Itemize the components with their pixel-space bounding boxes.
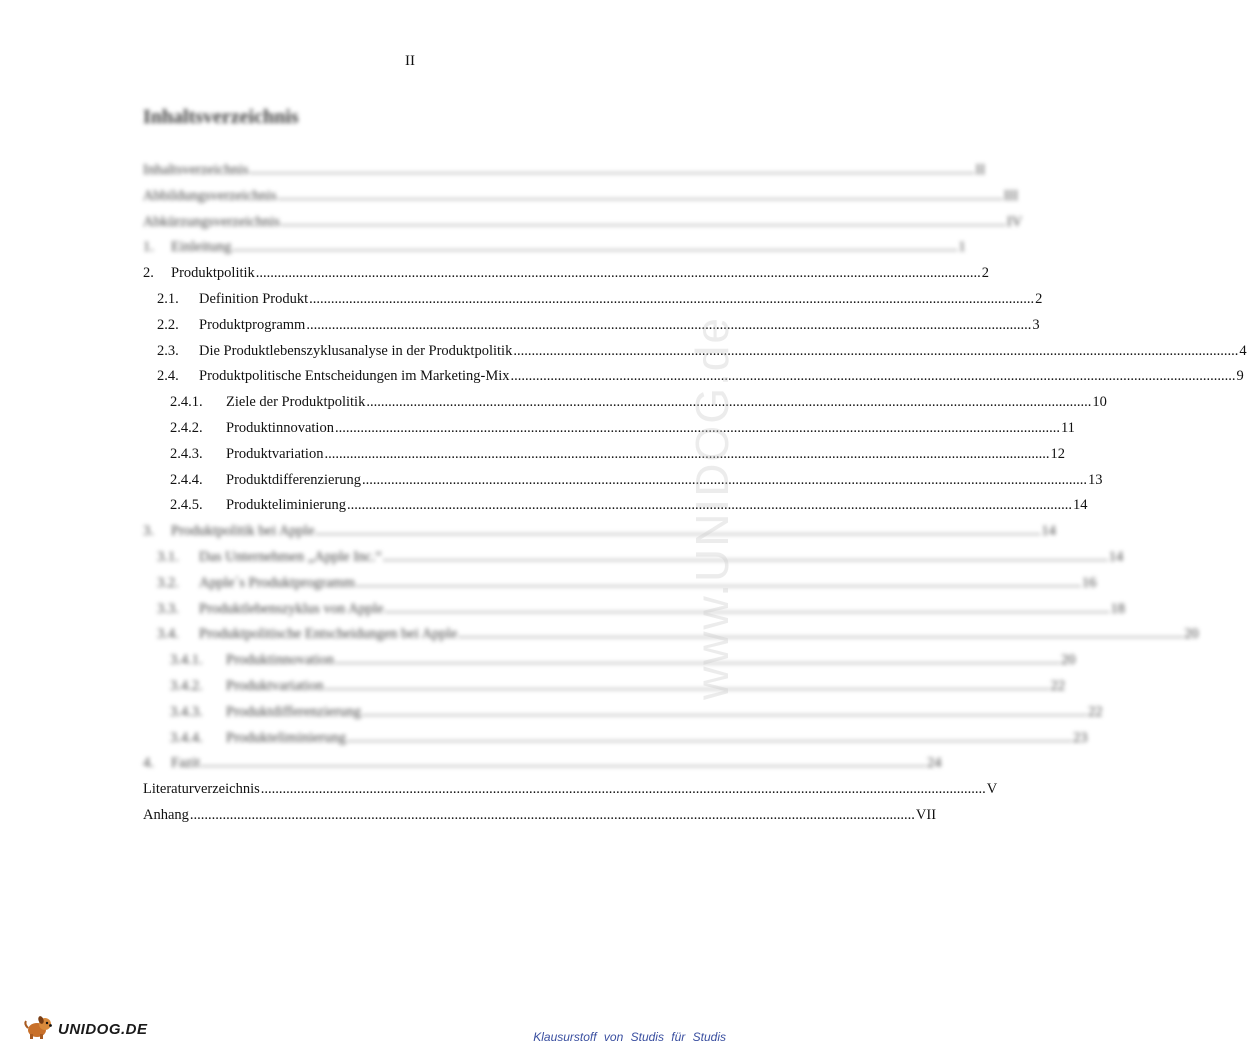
toc-entry[interactable] (170, 700, 1103, 724)
toc-dot-leader: ........................................................................................................................................................................................................ (382, 549, 1108, 565)
toc-dot-leader: ........................................................................................................................................................................................................ (510, 368, 1236, 385)
toc-entry-page: 22 (1088, 703, 1103, 720)
toc-entry[interactable] (170, 726, 1088, 750)
toc-entry-number: 2.2. (157, 316, 179, 333)
toc-entry-title: Produktdifferenzierung (226, 471, 362, 488)
toc-entry-number: 1. (143, 239, 154, 256)
toc-entry[interactable] (143, 235, 966, 259)
toc-dot-leader: ........................................................................................................................................................................................................ (513, 342, 1239, 359)
toc-entry-title: Produktlebenszyklus von Apple (199, 600, 384, 617)
toc-entry-number: 4. (143, 755, 154, 772)
toc-entry-title: Produktpolitische Entscheidungen im Marketing-Mix (199, 368, 510, 385)
toc-entry-page: 3 (1032, 316, 1040, 333)
watermark (657, 278, 767, 738)
toc-entry-number: 2.4.1. (170, 394, 203, 411)
toc-entry-title: Produktvariation (226, 678, 324, 694)
toc-dot-leader: ........................................................................................................................................................................................................ (306, 316, 1032, 333)
toc-entry-title: Anhang (143, 807, 189, 823)
toc-entry-number: 3.4. (157, 626, 179, 643)
toc-entry-page: 10 (1092, 394, 1107, 411)
toc-entry[interactable] (157, 622, 1199, 646)
toc-entry-title: Produktpolitische Entscheidungen bei Apple (199, 626, 458, 643)
toc-entry[interactable] (170, 416, 1075, 440)
toc-dot-leader: ........................................................................................................................................................................................................ (324, 445, 1050, 462)
toc-dot-leader: ........................................................................................................................................................................................................ (201, 755, 926, 772)
toc-entry[interactable] (143, 158, 986, 182)
toc-entry-number: 3.4.3. (170, 703, 203, 720)
toc-entry-number: 2.4.3. (170, 445, 203, 462)
toc-entry[interactable] (157, 597, 1125, 621)
toc-entry-page: 16 (1081, 574, 1097, 591)
toc-entry[interactable] (170, 468, 1103, 492)
toc-entry[interactable] (143, 261, 990, 285)
toc-entry[interactable] (170, 390, 1107, 414)
toc-entry[interactable] (143, 519, 1056, 543)
toc-entry-number: 3. (143, 523, 154, 540)
toc-entry-page: 2 (981, 265, 990, 282)
toc-entry[interactable] (170, 674, 1065, 698)
toc-entry-page: 11 (1060, 420, 1075, 436)
toc-entry-title: Produktpolitik bei Apple (171, 523, 315, 540)
toc-entry[interactable] (157, 571, 1097, 595)
toc-entry[interactable] (157, 339, 1247, 363)
toc-dot-leader: ........................................................................................................................................................................................................ (315, 523, 1041, 540)
toc-entry-number: 2.4.4. (170, 471, 203, 488)
toc-dot-leader: ........................................................................................................................................................................................................ (249, 162, 975, 178)
toc-entry-page: 24 (927, 755, 942, 772)
toc-entry[interactable] (157, 313, 1040, 337)
toc-entry[interactable] (157, 287, 1043, 311)
toc-entry[interactable] (143, 777, 998, 801)
toc-dot-leader: ........................................................................................................................................................................................................ (362, 703, 1088, 720)
toc-dot-leader: ........................................................................................................................................................................................................ (260, 781, 986, 798)
toc-entry-page: 12 (1050, 445, 1065, 462)
toc-entry-number: 3.4.1. (170, 652, 203, 669)
toc-entry-page: V (986, 781, 998, 798)
dog-icon (24, 1015, 54, 1044)
page-number: II (405, 53, 415, 69)
toc-entry-title: Einleitung (171, 239, 232, 256)
toc-heading: Inhaltsverzeichnis (143, 106, 299, 128)
toc-entry-title: Produktpolitik (171, 265, 255, 282)
toc-entry-title: Produkteliminierung (226, 497, 347, 514)
footer-tagline: Klausurstoff von Studis für Studis (533, 1030, 726, 1044)
toc-entry-title: Produktprogramm (199, 316, 306, 333)
toc-entry[interactable] (143, 803, 937, 827)
toc-entry-number: 3.1. (157, 549, 179, 565)
toc-entry[interactable] (170, 648, 1076, 672)
toc-entry-page: 14 (1041, 523, 1056, 540)
toc-entry-number: 2.1. (157, 291, 179, 307)
toc-entry-title: Die Produktlebenszyklusanalyse in der Produktpolitik (199, 342, 513, 359)
toc-entry-page: 20 (1184, 626, 1199, 643)
toc-entry-page: 18 (1110, 600, 1125, 617)
toc-entry[interactable] (143, 210, 1023, 234)
toc-dot-leader: ........................................................................................................................................................................................................ (277, 187, 1003, 204)
toc-entry-page: VII (915, 807, 937, 823)
toc-entry-title: Produktinnovation (226, 420, 334, 436)
toc-dot-leader: ........................................................................................................................................................................................................ (334, 420, 1060, 436)
toc-entry-page: 23 (1073, 729, 1088, 746)
toc-entry-title: Abkürzungsverzeichnis (143, 213, 280, 230)
toc-dot-leader: ........................................................................................................................................................................................................ (189, 807, 915, 823)
toc-entry[interactable] (157, 545, 1124, 569)
toc-entry-title: Apple´s Produktprogramm (199, 574, 355, 591)
watermark-text: www.UNIDOG.de (686, 316, 738, 700)
toc-entry-page: IV (1006, 213, 1023, 230)
toc-entry-number: 3.3. (157, 600, 179, 617)
toc-dot-leader: ........................................................................................................................................................................................................ (347, 729, 1073, 746)
toc-entry-page: 1 (958, 239, 966, 256)
toc-entry[interactable] (170, 493, 1088, 517)
toc-dot-leader: ........................................................................................................................................................................................................ (324, 678, 1050, 694)
toc-dot-leader: ........................................................................................................................................................................................................ (347, 497, 1073, 514)
toc-dot-leader: ........................................................................................................................................................................................................ (355, 574, 1081, 591)
toc-entry[interactable] (170, 442, 1065, 466)
toc-entry-page: 20 (1060, 652, 1076, 669)
toc-entry-title: Fazit (171, 755, 200, 772)
toc-entry-number: 3.4.2. (170, 678, 203, 694)
toc-entry-page: 14 (1073, 497, 1088, 514)
toc-entry[interactable] (143, 184, 1019, 208)
toc-entry-title: Das Unternehmen „Apple Inc.“ (199, 549, 382, 565)
toc-dot-leader: ........................................................................................................................................................................................................ (232, 239, 958, 256)
toc-entry[interactable] (143, 751, 942, 775)
toc-dot-leader: ........................................................................................................................................................................................................ (362, 471, 1088, 488)
toc-entry-title: Inhaltsverzeichnis (143, 162, 249, 178)
toc-entry-title: Ziele der Produktpolitik (226, 394, 366, 411)
toc-dot-leader: ........................................................................................................................................................................................................ (255, 265, 981, 282)
toc-entry-number: 2.4. (157, 368, 179, 385)
toc-dot-leader: ........................................................................................................................................................................................................ (309, 291, 1035, 307)
toc-entry-title: Produktvariation (226, 445, 324, 462)
toc-entry-title: Abbildungsverzeichnis (143, 187, 277, 204)
toc-entry-number: 3.4.4. (170, 729, 203, 746)
toc-dot-leader: ........................................................................................................................................................................................................ (384, 600, 1110, 617)
toc-entry-title: Produkteliminierung (226, 729, 347, 746)
toc-entry-number: 2.3. (157, 342, 179, 359)
toc-entry-number: 2. (143, 265, 154, 282)
toc-entry-number: 2.4.5. (170, 497, 203, 514)
toc-dot-leader: ........................................................................................................................................................................................................ (280, 213, 1006, 230)
footer-logo[interactable] (24, 1015, 148, 1044)
toc-entry-page: 4 (1239, 342, 1247, 359)
toc-dot-leader: ........................................................................................................................................................................................................ (458, 626, 1184, 643)
toc-dot-leader: ........................................................................................................................................................................................................ (334, 652, 1060, 669)
toc-dot-leader: ........................................................................................................................................................................................................ (366, 394, 1092, 411)
toc-entry-title: Produktinnovation (226, 652, 334, 669)
toc-entry-page: II (975, 162, 986, 178)
toc-entry-page: 2 (1035, 291, 1043, 307)
toc-entry-page: 9 (1236, 368, 1244, 385)
toc-entry[interactable] (157, 364, 1244, 388)
toc-entry-page: 22 (1050, 678, 1065, 694)
toc-entry-page: 14 (1108, 549, 1124, 565)
toc-entry-title: Produktdifferenzierung (226, 703, 362, 720)
toc-entry-title: Literaturverzeichnis (143, 781, 260, 798)
toc-entry-number: 3.2. (157, 574, 179, 591)
toc-entry-page: III (1003, 187, 1019, 204)
toc-entry-page: 13 (1088, 471, 1103, 488)
logo-text: UNIDOG.DE (58, 1021, 148, 1038)
toc-entry-title: Definition Produkt (199, 291, 309, 307)
toc-entry-number: 2.4.2. (170, 420, 203, 436)
